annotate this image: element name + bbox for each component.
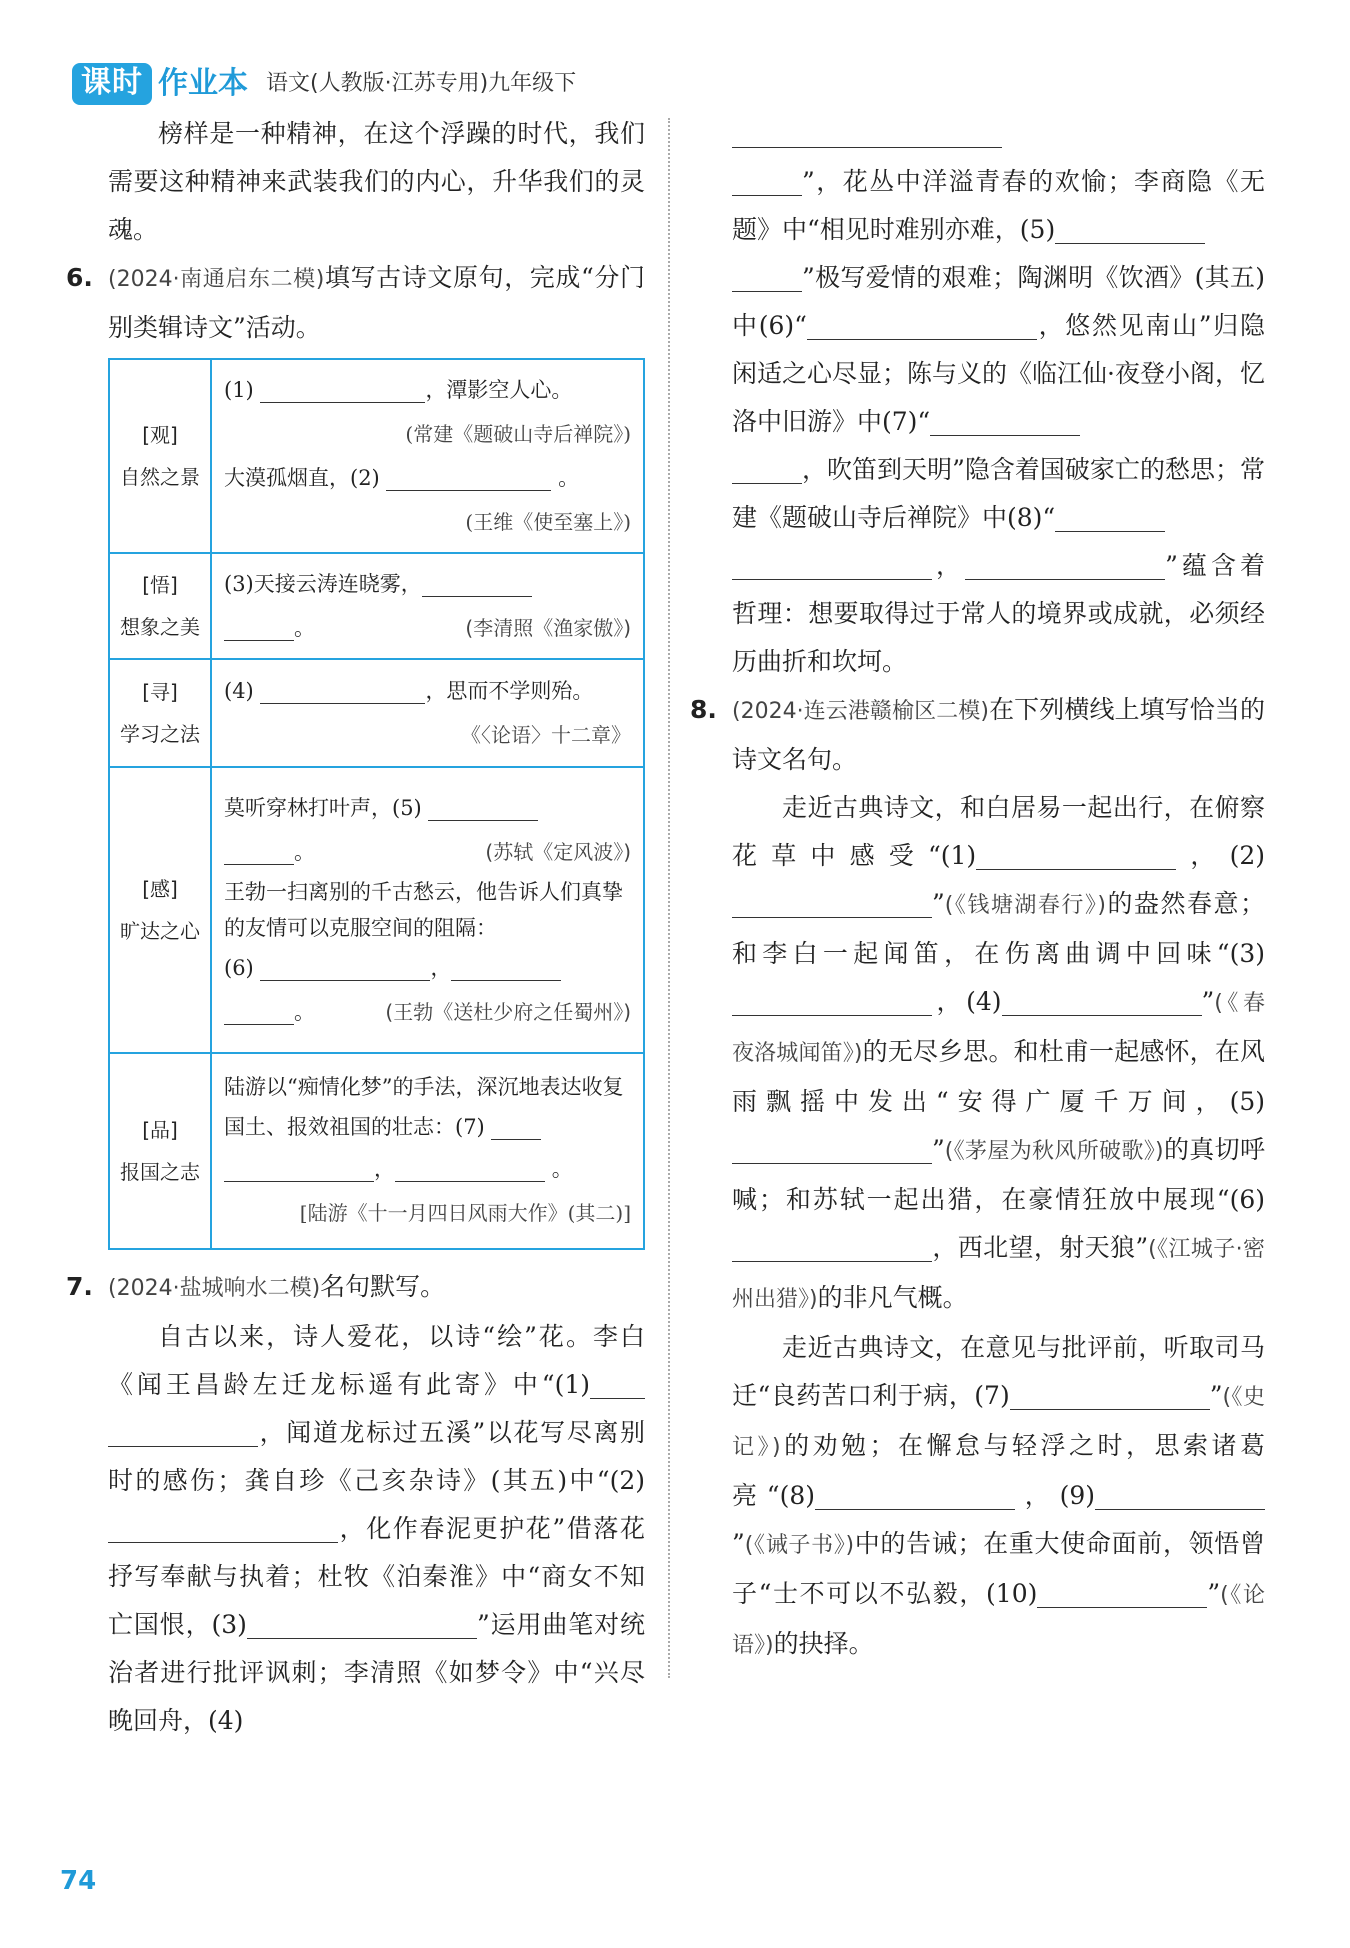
- line-text: 陆游以“痴情化梦”的手法，深沉地表达收复国土、报效祖国的壮志：(7): [224, 1075, 624, 1139]
- table-row: [109, 553, 644, 659]
- text-run: 的无尽乡思。和杜甫一起感怀，在风雨飘摇中发出“安得广厦千万间，(5): [732, 1037, 1265, 1116]
- text-run: ，(4): [932, 987, 1002, 1016]
- text-run: ，: [932, 551, 966, 580]
- page-number: 74: [60, 1866, 97, 1896]
- line-text: 。: [551, 1157, 573, 1181]
- blank-q8-7[interactable]: [1010, 1379, 1210, 1410]
- text-run: ，闻道龙标过五溪”以花写尽离别时的感伤；龚自珍《己亥杂诗》(其五)中“(2): [108, 1418, 645, 1495]
- category-cell: [109, 767, 211, 1053]
- line: [224, 830, 631, 874]
- blank-7b[interactable]: [224, 1151, 374, 1182]
- text-run: ，(2): [1176, 841, 1265, 870]
- text-run: ”: [932, 1135, 945, 1164]
- question-8-source: (2024·连云港赣榆区二模): [732, 699, 989, 724]
- blank-6a[interactable]: [260, 950, 430, 981]
- blank-q7-4a[interactable]: [732, 117, 1002, 148]
- text-run: ”极写爱情的艰难；陶渊明《饮酒》(其五)中(6)“: [732, 263, 1265, 340]
- blank-q8-5[interactable]: [732, 1133, 932, 1164]
- text-run: ，(9): [1015, 1481, 1095, 1510]
- question-8-header: [690, 686, 1265, 784]
- poetry-category-table: [108, 358, 645, 1250]
- blank-q7-8b[interactable]: [732, 549, 932, 580]
- line-text: 。: [294, 840, 315, 864]
- text-run: 的非凡气概。: [817, 1283, 968, 1312]
- text-run: 中的告诫；在重大使命面前，领悟曾子“士不可以不弘毅，(10): [732, 1529, 1265, 1608]
- category-name: 学习之法: [120, 722, 200, 746]
- text-run: ”，花丛中洋溢青春的欢愉；李商隐《无题》中“相见时难别亦难，(5): [732, 167, 1265, 244]
- text-run: 自古以来，诗人爱花，以诗“绘”花。李白《闻王昌龄左迁龙标遥有此寄》中“(1): [108, 1322, 645, 1399]
- blank-number: (4): [224, 679, 254, 703]
- text-run: ”蕴含着哲理：想要取得过于常人的境界或成就，必须经历曲折和坎坷。: [732, 551, 1265, 676]
- line-text: (3)天接云涛连晓雾，: [224, 572, 422, 596]
- blank-q7-5b[interactable]: [732, 261, 802, 292]
- text-run: ”: [1207, 1579, 1221, 1608]
- blank-q8-10[interactable]: [1037, 1577, 1207, 1608]
- question-7-stem: 名句默写。: [320, 1272, 446, 1301]
- blank-q7-8a[interactable]: [1055, 501, 1165, 532]
- text-run: ，化作春泥更护花”借落花抒写奉献与执着；杜牧《泊秦淮》中“商女不知亡国恨，(3): [108, 1514, 645, 1639]
- line-source: (王维《使至塞上》): [465, 510, 631, 534]
- table-row: [109, 767, 644, 1053]
- category-tag: [品]: [142, 1118, 178, 1142]
- blank-7c[interactable]: [395, 1151, 545, 1182]
- book-title: (《诫子书》): [744, 1533, 855, 1558]
- blank-q8-8[interactable]: [815, 1479, 1015, 1510]
- category-tag: [悟]: [142, 573, 178, 597]
- question-8-number: 8.: [690, 695, 717, 724]
- text-run: 走近古典诗文，在意见与批评前，听取司马迁“良药苦口利于病，(7): [732, 1333, 1265, 1410]
- blank-q7-7b[interactable]: [732, 453, 802, 484]
- subject-edition: 语文(人教版·江苏专用)九年级下: [266, 71, 577, 96]
- line: [224, 456, 631, 500]
- line-source: (王勃《送杜少府之任蜀州》): [385, 1000, 631, 1024]
- right-column: [690, 110, 1265, 1670]
- blank-5a[interactable]: [428, 790, 538, 821]
- line-text: 大漠孤烟直，(2): [224, 466, 380, 490]
- text-run: ，吹笛到天明”隐含着国破家亡的愁思；常建《题破山寺后禅院》中(8)“: [732, 455, 1265, 532]
- question-8-stem: 在下列横线上填写恰当的诗文名句。: [732, 695, 1265, 774]
- line: [224, 562, 631, 606]
- text-run: 的真切呼喊；和苏轼一起出猎，在豪情狂放中展现“(6): [732, 1135, 1265, 1214]
- blank-q7-3[interactable]: [247, 1608, 477, 1639]
- category-content: [211, 359, 644, 553]
- poem-title: (《钱塘湖春行》): [944, 893, 1106, 918]
- question-6-stem: 填写古诗文原句，完成“分门别类辑诗文”活动。: [108, 263, 645, 342]
- blank-q7-8c[interactable]: [965, 549, 1165, 580]
- question-6-header: [66, 254, 645, 352]
- question-7-source: (2024·盐城响水二模): [108, 1276, 321, 1301]
- table-row: [109, 1053, 644, 1249]
- text-run: ”: [932, 889, 945, 918]
- line: 王勃一扫离别的千古愁云，他告诉人们真挚的友情可以克服空间的阻隔：: [224, 880, 623, 940]
- blank-5b[interactable]: [224, 834, 294, 865]
- blank-3b[interactable]: [224, 610, 294, 641]
- book-title: (《史记》): [732, 1385, 1265, 1460]
- line: [224, 1067, 631, 1147]
- line-source: (苏轼《定风波》): [485, 840, 631, 864]
- blank-q8-3[interactable]: [732, 985, 932, 1016]
- blank-q7-1a[interactable]: [590, 1368, 645, 1399]
- blank-q8-2[interactable]: [732, 887, 932, 918]
- text-run: ，悠然见南山”归隐闲适之心尽显；陈与义的《临江仙·夜登小阁，忆洛中旧游》中(7)“: [732, 311, 1265, 436]
- line-source: [陆游《十一月四日风雨大作》(其二)]: [299, 1201, 631, 1225]
- poem-title: (《春夜洛城闻笛》): [732, 991, 1265, 1066]
- line: [224, 1147, 631, 1191]
- text-run: ”: [1209, 1381, 1223, 1410]
- blank-q8-1[interactable]: [976, 839, 1176, 870]
- line-source: (常建《题破山寺后禅院》): [405, 422, 631, 446]
- blank-number: (1): [224, 378, 254, 402]
- category-cell: [109, 553, 211, 659]
- line-text: ，思而不学则殆。: [425, 679, 594, 703]
- poem-title: (《江城子·密州出猎》): [732, 1237, 1265, 1312]
- line: [224, 990, 631, 1034]
- blank-q7-6[interactable]: [807, 309, 1037, 340]
- line-text: 。: [294, 616, 315, 640]
- poem-title: (《茅屋为秋风所破歌》): [944, 1139, 1164, 1164]
- line-source: 《〈论语〉十二章》: [461, 723, 631, 747]
- question-6-source: (2024·南通启东二模): [108, 267, 325, 292]
- question-7-body: [108, 1313, 645, 1745]
- intro-paragraph: 榜样是一种精神，在这个浮躁的时代，我们需要这种精神来武装我们的内心，升华我们的灵魂。: [108, 119, 645, 244]
- category-content: [211, 659, 644, 767]
- blank-q7-4b[interactable]: [732, 165, 802, 196]
- text-run: 的抉择。: [773, 1629, 874, 1658]
- series-logo: 课时: [72, 63, 152, 105]
- category-name: 想象之美: [120, 615, 200, 639]
- page-header: [72, 62, 576, 106]
- blank-7a[interactable]: [491, 1109, 541, 1140]
- question-8-paragraph-1: [732, 784, 1265, 1324]
- blank-q8-6[interactable]: [732, 1231, 932, 1262]
- line-source: (李清照《渔家傲》): [465, 616, 631, 640]
- blank-q8-4[interactable]: [1002, 985, 1202, 1016]
- question-6-number: 6.: [66, 263, 93, 292]
- line-text: ，潭影空人心。: [425, 378, 573, 402]
- category-content: [211, 767, 644, 1053]
- category-tag: [感]: [142, 877, 178, 901]
- line-text: 莫听穿林打叶声，(5): [224, 796, 422, 820]
- category-content: [211, 1053, 644, 1249]
- category-content: [211, 553, 644, 659]
- book-title: (《论语》): [732, 1583, 1265, 1658]
- blank-q8-9[interactable]: [1095, 1479, 1265, 1510]
- text-run: 走近古典诗文，和白居易一起出行，在俯察花草中感受“(1): [732, 793, 1265, 870]
- text-run: ，西北望，射天狼”: [932, 1233, 1149, 1262]
- line: [224, 786, 631, 830]
- category-cell: [109, 359, 211, 553]
- table-row: [109, 659, 644, 767]
- question-7-number: 7.: [66, 1272, 93, 1301]
- column-divider: [668, 118, 670, 1678]
- category-tag: [寻]: [142, 680, 178, 704]
- blank-number: (6): [224, 956, 254, 980]
- category-name: 报国之志: [120, 1160, 200, 1184]
- question-7-header: [66, 1263, 645, 1313]
- text-run: ”: [732, 1529, 745, 1558]
- blank-2[interactable]: [386, 460, 551, 491]
- blank-q7-1b[interactable]: [108, 1416, 258, 1447]
- table-row: [109, 359, 644, 553]
- line-text: 。: [558, 466, 580, 490]
- question-8-paragraph-2: [732, 1324, 1265, 1670]
- text-run: 的盎然春意；和李白一起闻笛，在伤离曲调中回味“(3): [732, 889, 1265, 968]
- line: [224, 368, 631, 412]
- left-column: [66, 110, 645, 352]
- blank-q7-2[interactable]: [108, 1512, 338, 1543]
- category-name: 自然之景: [120, 465, 200, 489]
- category-tag: [观]: [142, 423, 178, 447]
- blank-q7-5a[interactable]: [1055, 213, 1205, 244]
- line-text: ，: [374, 1157, 395, 1181]
- text-run: ”运用曲笔对统治者进行批评讽刺；李清照《如梦令》中“兴尽晚回舟，(4): [108, 1610, 645, 1735]
- question-7-continued: [732, 110, 1265, 686]
- line: [224, 606, 631, 650]
- text-run: 的劝勉；在懈怠与轻浮之时，思索诸葛亮“(8): [732, 1431, 1265, 1510]
- text-run: ”: [1201, 987, 1215, 1016]
- question-7: [66, 1263, 645, 1745]
- blank-6c[interactable]: [224, 994, 294, 1025]
- blank-1[interactable]: [260, 372, 425, 403]
- line: [224, 946, 631, 990]
- category-cell: [109, 659, 211, 767]
- blank-3a[interactable]: [422, 566, 532, 597]
- line: [224, 669, 631, 713]
- blank-6b[interactable]: [451, 950, 561, 981]
- blank-4[interactable]: [260, 673, 425, 704]
- line-text: 。: [294, 1000, 315, 1024]
- blank-q7-7a[interactable]: [930, 405, 1080, 436]
- category-name: 旷达之心: [120, 919, 200, 943]
- series-title: 作业本: [158, 66, 248, 101]
- line-text: ，: [430, 956, 452, 980]
- category-cell: [109, 1053, 211, 1249]
